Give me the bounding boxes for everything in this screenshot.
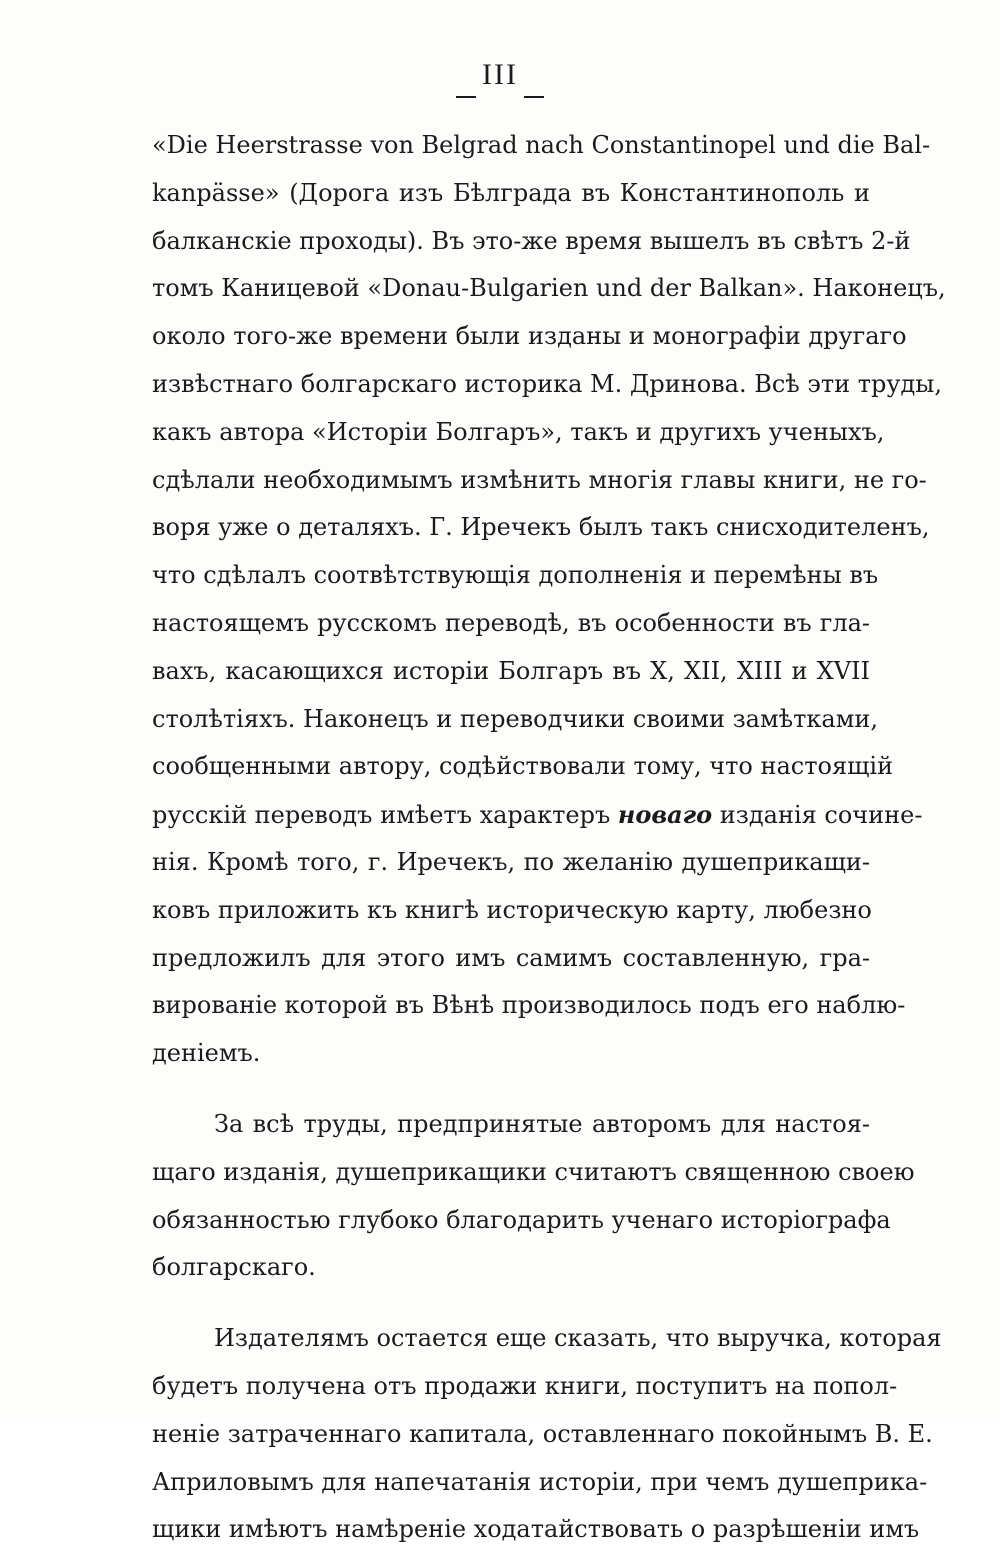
- text-line: деніемъ.: [152, 1039, 261, 1068]
- paragraph-3: [152, 1315, 942, 1554]
- text-line: «Die Heerstrasse von Belgrad nach Constantinopel und die Bal-: [152, 131, 931, 159]
- text-line: kanpässe» (Дорога изъ Бѣлграда въ Константинополь и: [152, 178, 870, 207]
- text-line: обязанностью глубоко благодарить ученаго исторіографа: [152, 1205, 891, 1234]
- text-line: около того-же времени были изданы и монографіи другаго: [152, 322, 907, 351]
- page-number-text: III: [482, 58, 518, 91]
- folio-rule-left: [456, 96, 476, 98]
- text-line: сдѣлали необходимымъ измѣнить многія главы книги, не го-: [152, 465, 927, 494]
- italic-word: новаго: [617, 800, 713, 830]
- text-line: ковъ приложить къ книгѣ историческую карту, любезно: [152, 895, 872, 924]
- text-line: вированіе которой въ Вѣнѣ производилось подъ его наблю-: [152, 991, 906, 1020]
- text-line: неніе затраченнаго капитала, оставленнаго покойнымъ В. Е.: [152, 1419, 933, 1448]
- text-line: русскій переводъ имѣетъ характеръ новаго изданія сочине-: [152, 800, 923, 830]
- text-line: извѣстнаго болгарскаго историка М. Дринова. Всѣ эти труды,: [152, 369, 943, 398]
- text-line: вахъ, касающихся исторіи Болгаръ въ X, XII, XIII и XVII: [152, 656, 870, 685]
- text-line: балканскіе проходы). Въ это-же время вышелъ въ свѣтъ 2-й: [152, 226, 911, 255]
- paragraph-gap: [152, 1078, 870, 1101]
- text-line: щики имѣютъ намѣреніе ходатайствовать о разрѣшеніи имъ: [152, 1515, 920, 1544]
- text-line: болгарскаго.: [152, 1253, 316, 1282]
- text-line: предложилъ для этого имъ самимъ составленную, гра-: [152, 943, 870, 972]
- text-line: сообщенными автору, содѣйствовали тому, что настоящій: [152, 752, 894, 781]
- page-number: [0, 58, 1000, 98]
- text-line: будетъ получена отъ продажи книги, поступитъ на попол-: [152, 1371, 898, 1400]
- paragraph-gap: [152, 1292, 870, 1315]
- text-line: настоящемъ русскомъ переводѣ, въ особенности въ гла-: [152, 608, 870, 637]
- paragraph-1: [152, 122, 946, 1078]
- text-line: столѣтіяхъ. Наконецъ и переводчики своими замѣтками,: [152, 704, 878, 733]
- text-line: Априловымъ для напечатанія исторіи, при чемъ душеприка-: [152, 1467, 928, 1496]
- paragraph-2: [152, 1101, 915, 1292]
- text-line: щаго изданія, душеприкащики считаютъ священною своею: [152, 1157, 915, 1186]
- text-line: нія. Кромѣ того, г. Иречекъ, по желанію душеприкащи-: [152, 847, 870, 876]
- text-line: За всѣ труды, предпринятые авторомъ для настоя-: [214, 1109, 870, 1138]
- text-line: Издателямъ остается еще сказать, что выручка, которая: [214, 1324, 942, 1353]
- text-line: какъ автора «Исторіи Болгаръ», такъ и другихъ ученыхъ,: [152, 417, 885, 446]
- folio-rule-right: [524, 96, 544, 98]
- text-line: томъ Каницевой «Donau-Bulgarien und der Balkan». Наконецъ,: [152, 274, 946, 303]
- body-text: [152, 122, 946, 1554]
- text-line: воря уже о деталяхъ. Г. Иречекъ былъ такъ снисходителенъ,: [152, 513, 930, 542]
- text-line: что сдѣлалъ соотвѣтствующія дополненія и перемѣны въ: [152, 561, 879, 590]
